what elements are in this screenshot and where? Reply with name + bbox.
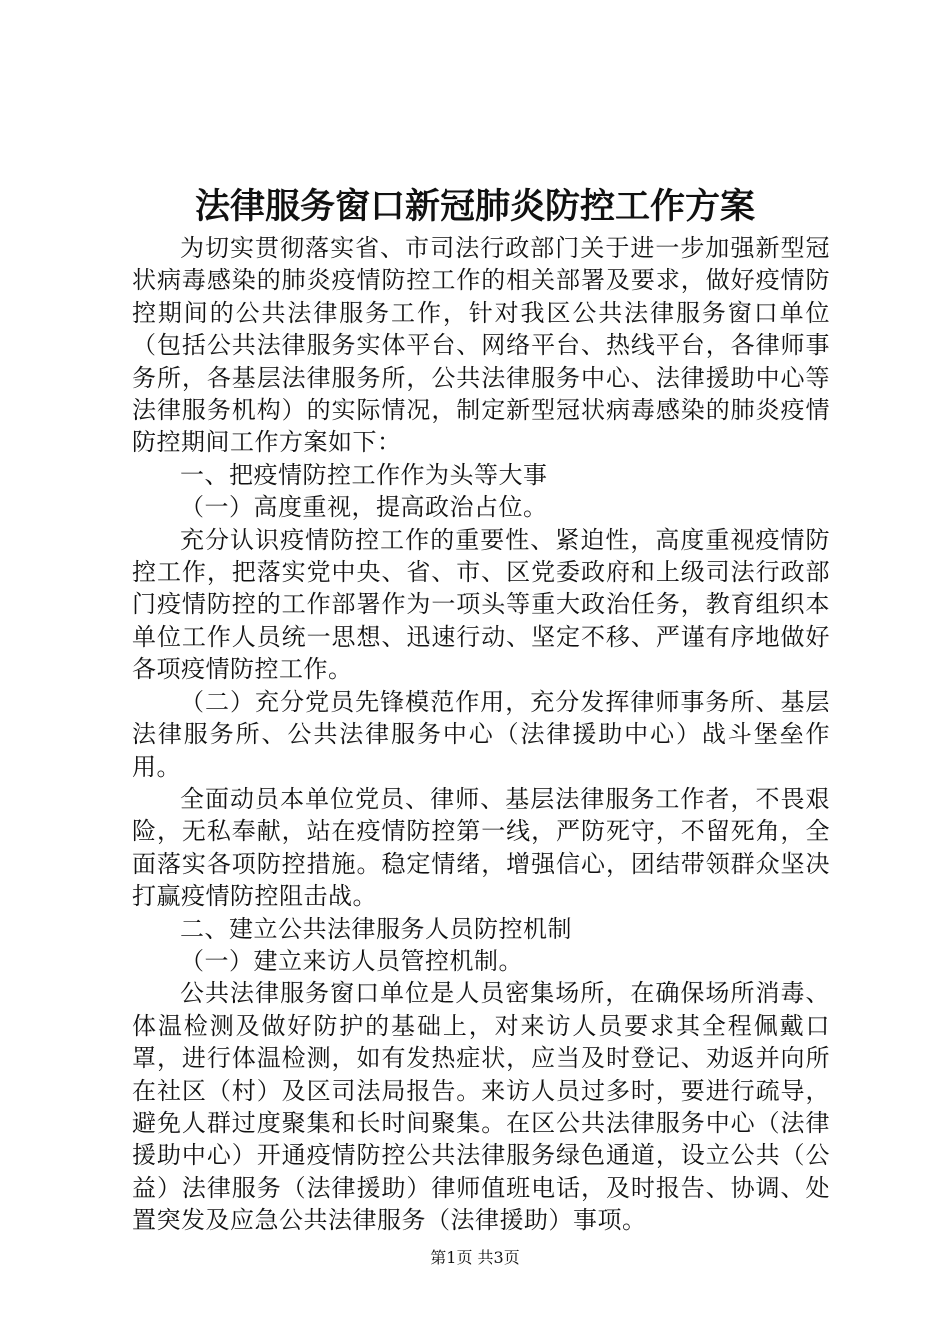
document-title: 法律服务窗口新冠肺炎防控工作方案 bbox=[194, 186, 755, 227]
subsection-heading-1-1: （一）高度重视，提高政治占位。 bbox=[180, 493, 548, 522]
body-paragraph: 全面动员本单位党员、律师、基层法律服务工作者，不畏艰险，无私奉献，站在疫情防控第一线，严防死守，不留死角，全面落实各项防控措施。稳定情绪，增强信心，团结带领群众坚决打赢疫情防控阻击战。 bbox=[132, 784, 830, 911]
section-heading-1: 一、把疫情防控工作作为头等大事 bbox=[180, 460, 548, 489]
body-paragraph: 充分认识疫情防控工作的重要性、紧迫性，高度重视疫情防控工作，把落实党中央、省、市、区党委政府和上级司法行政部门疫情防控的工作部署作为一项头等重大政治任务，教育组织本单位工作人员统一思想、迅速行动、坚定不移、严谨有序地做好各项疫情防控工作。 bbox=[132, 525, 830, 684]
subsection-heading-2-1: （一）建立来访人员管控机制。 bbox=[180, 946, 523, 975]
subsection-heading-1-2: （二）充分党员先锋模范作用，充分发挥律师事务所、基层法律服务所、公共法律服务中心（法律援助中心）战斗堡垒作用。 bbox=[132, 687, 830, 781]
section-heading-2: 二、建立公共法律服务人员防控机制 bbox=[180, 914, 572, 943]
document-body bbox=[132, 232, 830, 1237]
body-paragraph: 公共法律服务窗口单位是人员密集场所，在确保场所消毒、体温检测及做好防护的基础上，对来访人员要求其全程佩戴口罩，进行体温检测，如有发热症状，应当及时登记、劝返并向所在社区（村）及区司法局报告。来访人员过多时，要进行疏导，避免人群过度聚集和长时间聚集。在区公共法律服务中心（法律援助中心）开通疫情防控公共法律服务绿色通道，设立公共（公益）法律服务（法律援助）律师值班电话，及时报告、协调、处置突发及应急公共法律服务（法律援助）事项。 bbox=[132, 979, 830, 1235]
page-number-footer: 第1页 共3页 bbox=[430, 1248, 520, 1267]
intro-paragraph: 为切实贯彻落实省、市司法行政部门关于进一步加强新型冠状病毒感染的肺炎疫情防控工作的相关部署及要求，做好疫情防控期间的公共法律服务工作，针对我区公共法律服务窗口单位（包括公共法律服务实体平台、网络平台、热线平台，各律师事务所，各基层法律服务所，公共法律服务中心、法律援助中心等法律服务机构）的实际情况，制定新型冠状病毒感染的肺炎疫情防控期间工作方案如下： bbox=[132, 234, 830, 457]
